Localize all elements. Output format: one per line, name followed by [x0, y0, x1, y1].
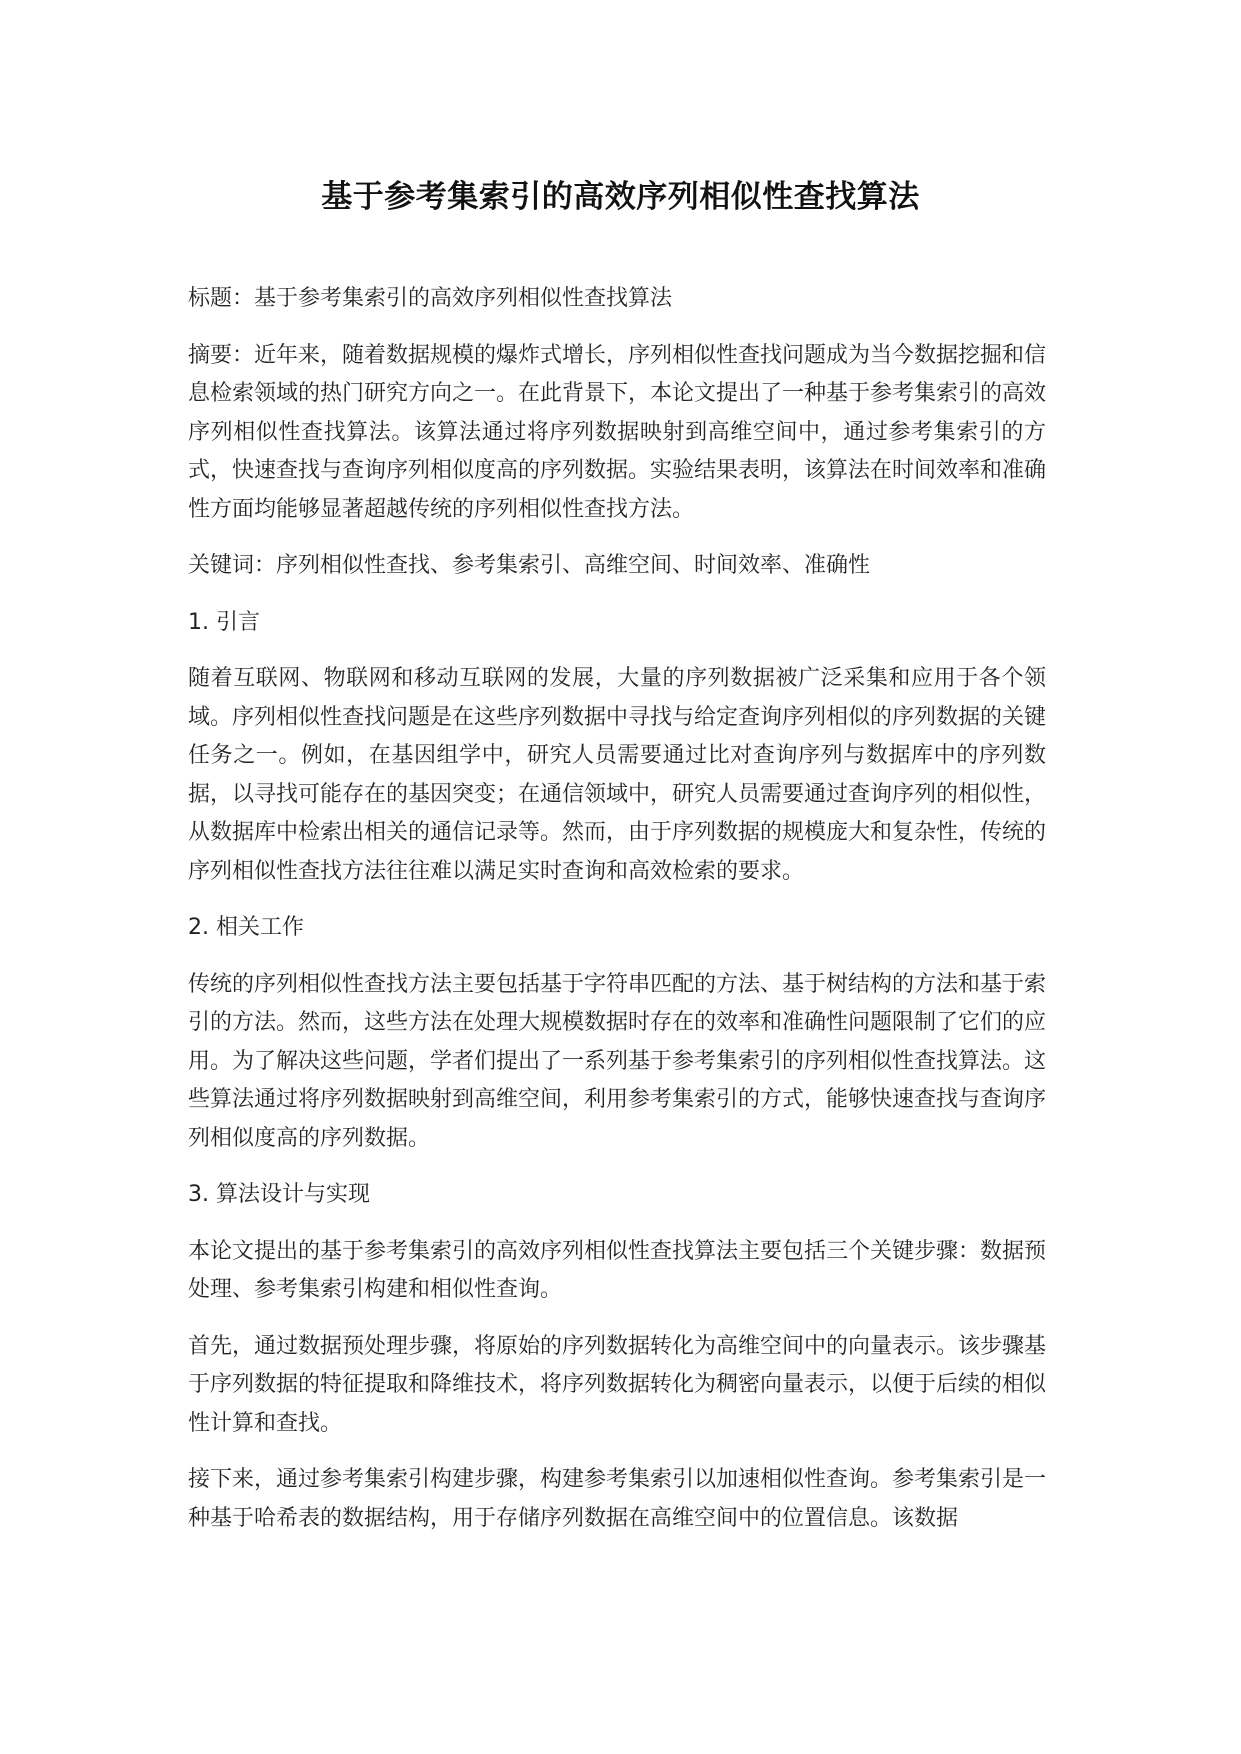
abstract: 摘要：近年来，随着数据规模的爆炸式增长，序列相似性查找问题成为当今数据挖掘和信息检索领域的热门研究方向之一。在此背景下，本论文提出了一种基于参考集索引的高效序列相似性查找算法。该算法通过将序列数据映射到高维空间中，通过参考集索引的方式，快速查找与查询序列相似度高的序列数据。实验结果表明，该算法在时间效率和准确性方面均能够显著超越传统的序列相似性查找方法。 — [188, 342, 1047, 522]
section-1-heading: 1. 引言 — [188, 609, 260, 635]
title-line: 标题：基于参考集索引的高效序列相似性查找算法 — [188, 286, 673, 311]
section-2-body: 传统的序列相似性查找方法主要包括基于字符串匹配的方法、基于树结构的方法和基于索引的方法。然而，这些方法在处理大规模数据时存在的效率和准确性问题限制了它们的应用。为了解决这些问题，学者们提出了一系列基于参考集索引的序列相似性查找算法。这些算法通过将序列数据映射到高维空间，利用参考集索引的方式，能够快速查找与查询序列相似度高的序列数据。 — [188, 971, 1047, 1151]
document-title: 基于参考集索引的高效序列相似性查找算法 — [321, 179, 920, 215]
document-body — [188, 280, 1046, 1556]
section-3-step-2: 接下来，通过参考集索引构建步骤，构建参考集索引以加速相似性查询。参考集索引是一种基于哈希表的数据结构，用于存储序列数据在高维空间中的位置信息。该数据 — [188, 1467, 1047, 1531]
section-3-intro: 本论文提出的基于参考集索引的高效序列相似性查找算法主要包括三个关键步骤：数据预处理、参考集索引构建和相似性查询。 — [188, 1238, 1047, 1302]
section-3-heading: 3. 算法设计与实现 — [188, 1182, 370, 1207]
section-3-step-1: 首先，通过数据预处理步骤，将原始的序列数据转化为高维空间中的向量表示。该步骤基于序列数据的特征提取和降维技术，将序列数据转化为稠密向量表示，以便于后续的相似性计算和查找。 — [188, 1333, 1047, 1436]
section-1-body: 随着互联网、物联网和移动互联网的发展，大量的序列数据被广泛采集和应用于各个领域。序列相似性查找问题是在这些序列数据中寻找与给定查询序列相似的序列数据的关键任务之一。例如，在基因组学中，研究人员需要通过比对查询序列与数据库中的序列数据，以寻找可能存在的基因突变；在通信领域中，研究人员需要通过查询序列的相似性，从数据库中检索出相关的通信记录等。然而，由于序列数据的规模庞大和复杂性，传统的序列相似性查找方法往往难以满足实时查询和高效检索的要求。 — [188, 666, 1047, 884]
keywords: 关键词：序列相似性查找、参考集索引、高维空间、时间效率、准确性 — [188, 553, 871, 578]
section-2-heading: 2. 相关工作 — [188, 915, 304, 940]
